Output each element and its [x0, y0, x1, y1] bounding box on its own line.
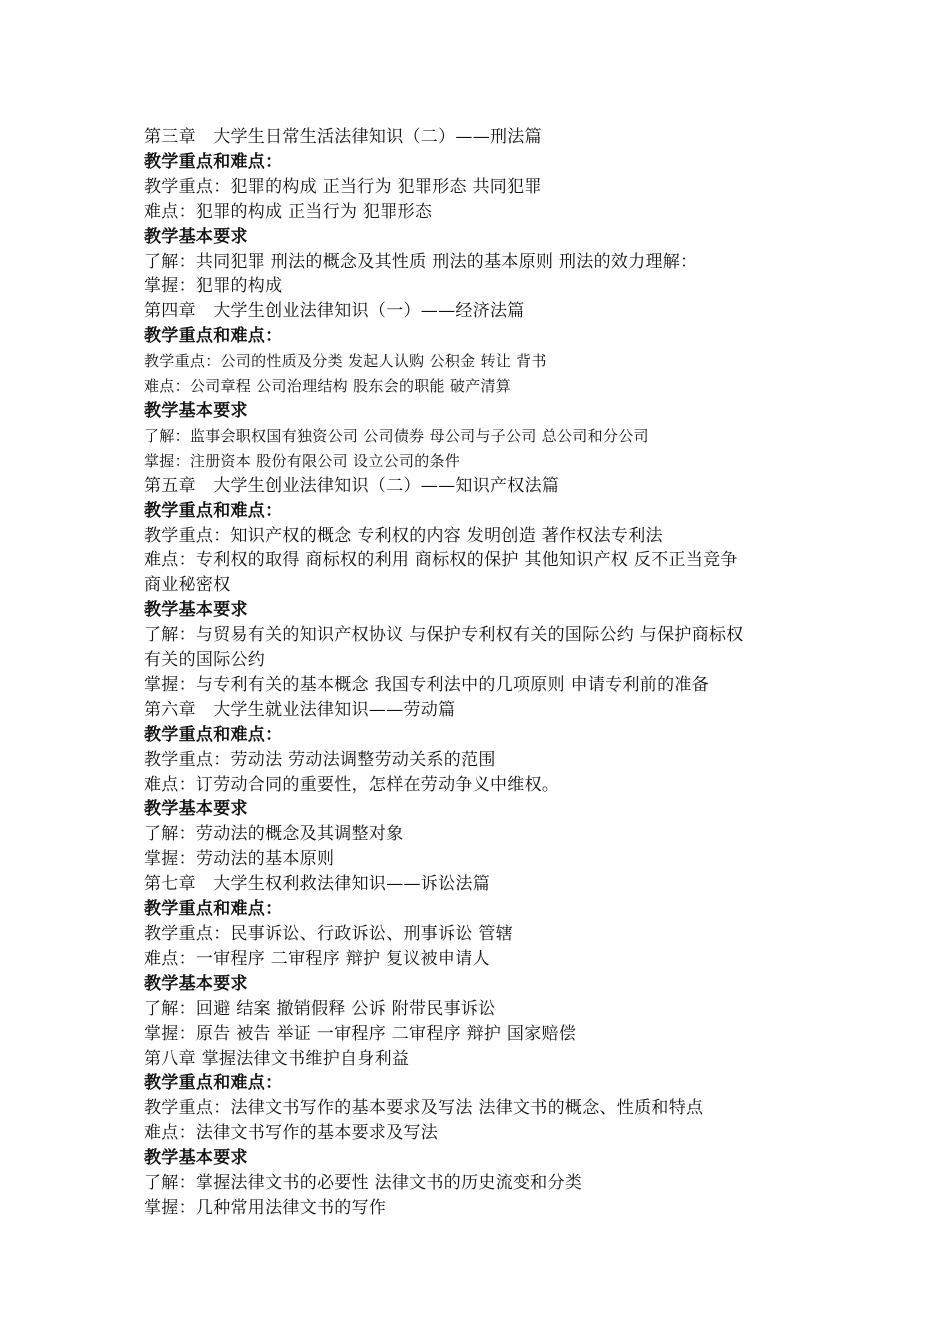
text-line: 了解：回避 结案 撤销假释 公诉 附带民事诉讼 — [144, 998, 496, 1019]
chapter-title: 第七章 大学生权利救法律知识——诉讼法篇 — [144, 874, 490, 895]
text-line: 教学重点：犯罪的构成 正当行为 犯罪形态 共同犯罪 — [144, 176, 542, 197]
text-line: 掌握：犯罪的构成 — [144, 276, 283, 297]
text-line: 掌握：劳动法的基本原则 — [144, 849, 335, 870]
text-line: 教学重点：法律文书写作的基本要求及写法 法律文书的概念、性质和特点 — [144, 1098, 704, 1119]
section-heading: 教学基本要求 — [144, 799, 248, 820]
section-heading: 教学基本要求 — [144, 973, 248, 994]
chapter-title: 第三章 大学生日常生活法律知识（二）——刑法篇 — [144, 127, 542, 147]
text-line: 了解：掌握法律文书的必要性 法律文书的历史流变和分类 — [144, 1173, 583, 1194]
text-line: 了解：劳动法的概念及其调整对象 — [144, 824, 404, 845]
text-line: 掌握：原告 被告 举证 一审程序 二审程序 辩护 国家赔偿 — [144, 1023, 577, 1044]
section-heading: 教学基本要求 — [144, 400, 248, 421]
text-line: 难点：犯罪的构成 正当行为 犯罪形态 — [144, 201, 433, 222]
section-heading: 教学重点和难点： — [144, 326, 283, 347]
section-heading: 教学重点和难点： — [144, 1073, 283, 1094]
text-line: 教学重点：劳动法 劳动法调整劳动关系的范围 — [144, 749, 496, 770]
section-heading: 教学重点和难点： — [144, 151, 283, 172]
text-line: 难点：法律文书写作的基本要求及写法 — [144, 1123, 439, 1144]
text-line: 掌握：与专利有关的基本概念 我国专利法中的几项原则 申请专利前的准备 — [144, 674, 710, 695]
text-line: 教学重点：公司的性质及分类 发起人认购 公积金 转让 背书 — [144, 352, 547, 371]
text-line: 商业秘密权 — [144, 575, 231, 596]
text-line: 难点：订劳动合同的重要性，怎样在劳动争义中维权。 — [144, 774, 560, 795]
section-heading: 教学基本要求 — [144, 1148, 248, 1169]
text-line: 了解：监事会职权国有独资公司 公司债券 母公司与子公司 总公司和分公司 — [144, 426, 649, 445]
text-line: 教学重点：知识产权的概念 专利权的内容 发明创造 著作权法专利法 — [144, 525, 663, 546]
text-line: 有关的国际公约 — [144, 650, 266, 671]
chapter-title: 第六章 大学生就业法律知识——劳动篇 — [144, 699, 456, 720]
section-heading: 教学重点和难点： — [144, 899, 283, 920]
section-heading: 教学重点和难点： — [144, 724, 283, 745]
text-line: 难点：专利权的取得 商标权的利用 商标权的保护 其他知识产权 反不正当竞争 — [144, 550, 738, 571]
text-line: 掌握：几种常用法律文书的写作 — [144, 1197, 387, 1218]
text-line: 教学重点：民事诉讼、行政诉讼、刑事诉讼 管辖 — [144, 924, 514, 944]
chapter-title: 第八章 掌握法律文书维护自身利益 — [144, 1048, 410, 1069]
text-line: 难点：一审程序 二审程序 辩护 复议被申请人 — [144, 948, 490, 969]
section-heading: 教学基本要求 — [144, 226, 248, 247]
section-heading: 教学重点和难点： — [144, 500, 283, 521]
document-body — [144, 125, 844, 1221]
chapter-title: 第五章 大学生创业法律知识（二）——知识产权法篇 — [144, 475, 560, 496]
text-line: 难点：公司章程 公司治理结构 股东会的职能 破产清算 — [144, 377, 512, 396]
text-line: 了解：与贸易有关的知识产权协议 与保护专利权有关的国际公约 与保护商标权 — [144, 625, 744, 646]
text-line: 掌握：注册资本 股份有限公司 设立公司的条件 — [144, 451, 461, 470]
text-line: 了解：共同犯罪 刑法的概念及其性质 刑法的基本原则 刑法的效力理解： — [144, 251, 698, 272]
chapter-title: 第四章 大学生创业法律知识（一）——经济法篇 — [144, 301, 525, 322]
section-heading: 教学基本要求 — [144, 600, 248, 621]
